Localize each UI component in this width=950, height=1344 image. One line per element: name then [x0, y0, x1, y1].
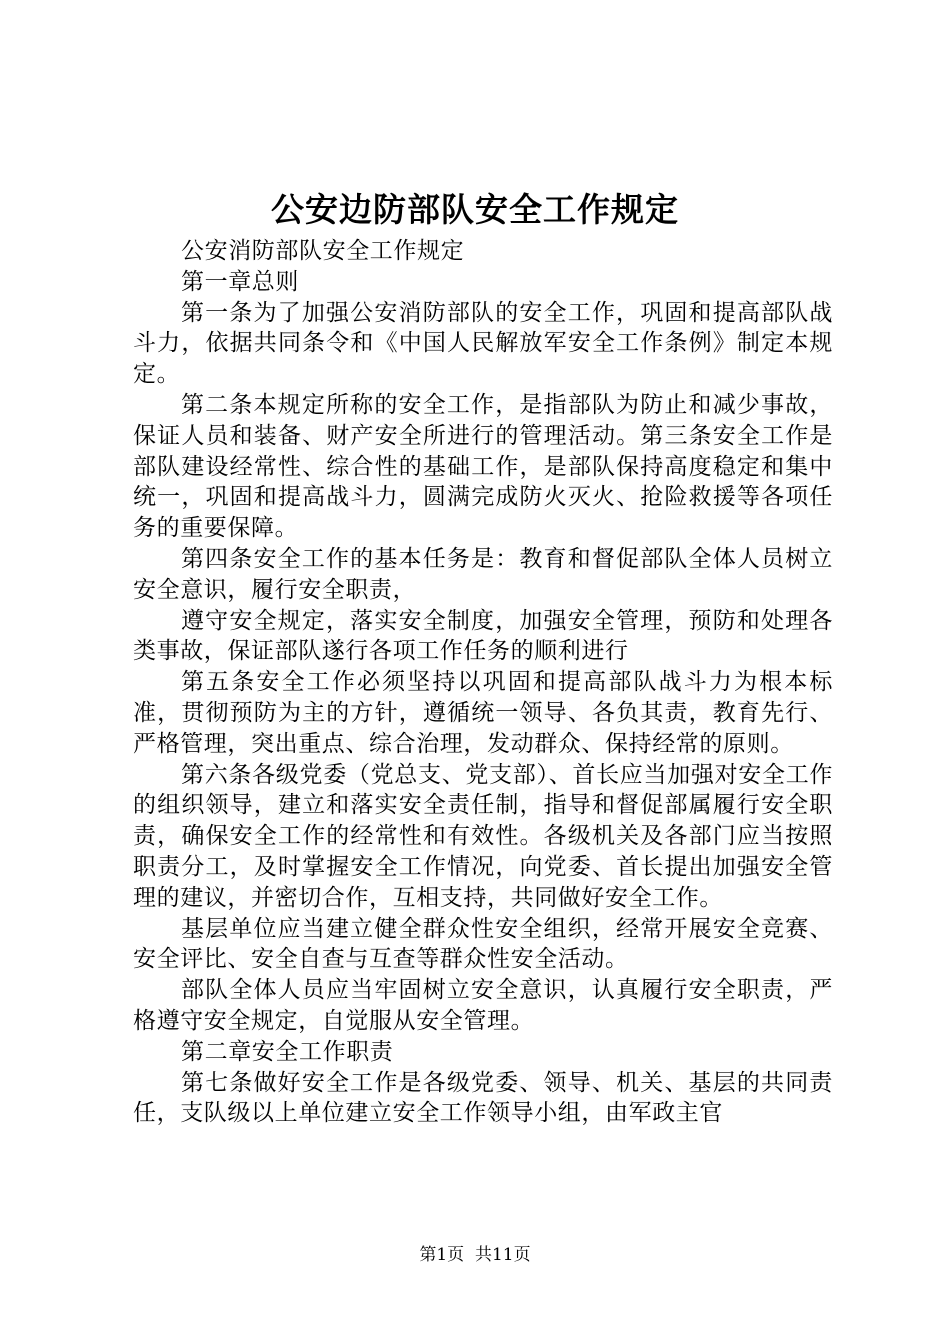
body-paragraph: 第一条为了加强公安消防部队的安全工作，巩固和提高部队战斗力，依据共同条令和《中国人民解放军安全工作条例》制定本规定。	[133, 299, 833, 388]
body-paragraph: 第二条本规定所称的安全工作，是指部队为防止和减少事故，保证人员和装备、财产安全所进行的管理活动。第三条安全工作是部队建设经常性、综合性的基础工作，是部队保持高度稳定和集中统一，巩固和提高战斗力，圆满完成防火灭火、抢险救援等各项任务的重要保障。	[133, 391, 833, 542]
document-body	[133, 236, 833, 1129]
body-paragraph: 公安消防部队安全工作规定	[181, 238, 465, 264]
body-paragraph: 第五条安全工作必须坚持以巩固和提高部队战斗力为根本标准，贯彻预防为主的方针，遵循统一领导、各负其责，教育先行、严格管理，突出重点、综合治理，发动群众、保持经常的原则。	[133, 669, 833, 757]
body-paragraph: 遵守安全规定，落实安全制度，加强安全管理，预防和处理各类事故，保证部队遂行各项工作任务的顺利进行	[133, 607, 833, 665]
body-paragraph: 第六条各级党委（党总支、党支部）、首长应当加强对安全工作的组织领导，建立和落实安全责任制，指导和督促部属履行安全职责，确保安全工作的经常性和有效性。各级机关及各部门应当按照职责分工，及时掌握安全工作情况，向党委、首长提出加强安全管理的建议，并密切合作，互相支持，共同做好安全工作。	[133, 761, 833, 911]
chapter-heading: 第一章总则	[181, 268, 299, 295]
body-paragraph: 第四条安全工作的基本任务是：教育和督促部队全体人员树立安全意识，履行安全职责，	[133, 545, 833, 603]
body-paragraph: 基层单位应当建立健全群众性安全组织，经常开展安全竞赛、安全评比、安全自查与互查等群众性安全活动。	[133, 915, 833, 973]
body-paragraph: 第七条做好安全工作是各级党委、领导、机关、基层的共同责任，支队级以上单位建立安全工作领导小组，由军政主官	[133, 1069, 833, 1127]
page-number: 第1页 共11页	[419, 1245, 531, 1265]
chapter-heading: 第二章安全工作职责	[181, 1038, 394, 1065]
body-paragraph: 部队全体人员应当牢固树立安全意识，认真履行安全职责，严格遵守安全规定，自觉服从安全管理。	[133, 977, 833, 1034]
document-title: 公安边防部队安全工作规定	[271, 190, 679, 229]
page-footer	[0, 1243, 950, 1267]
